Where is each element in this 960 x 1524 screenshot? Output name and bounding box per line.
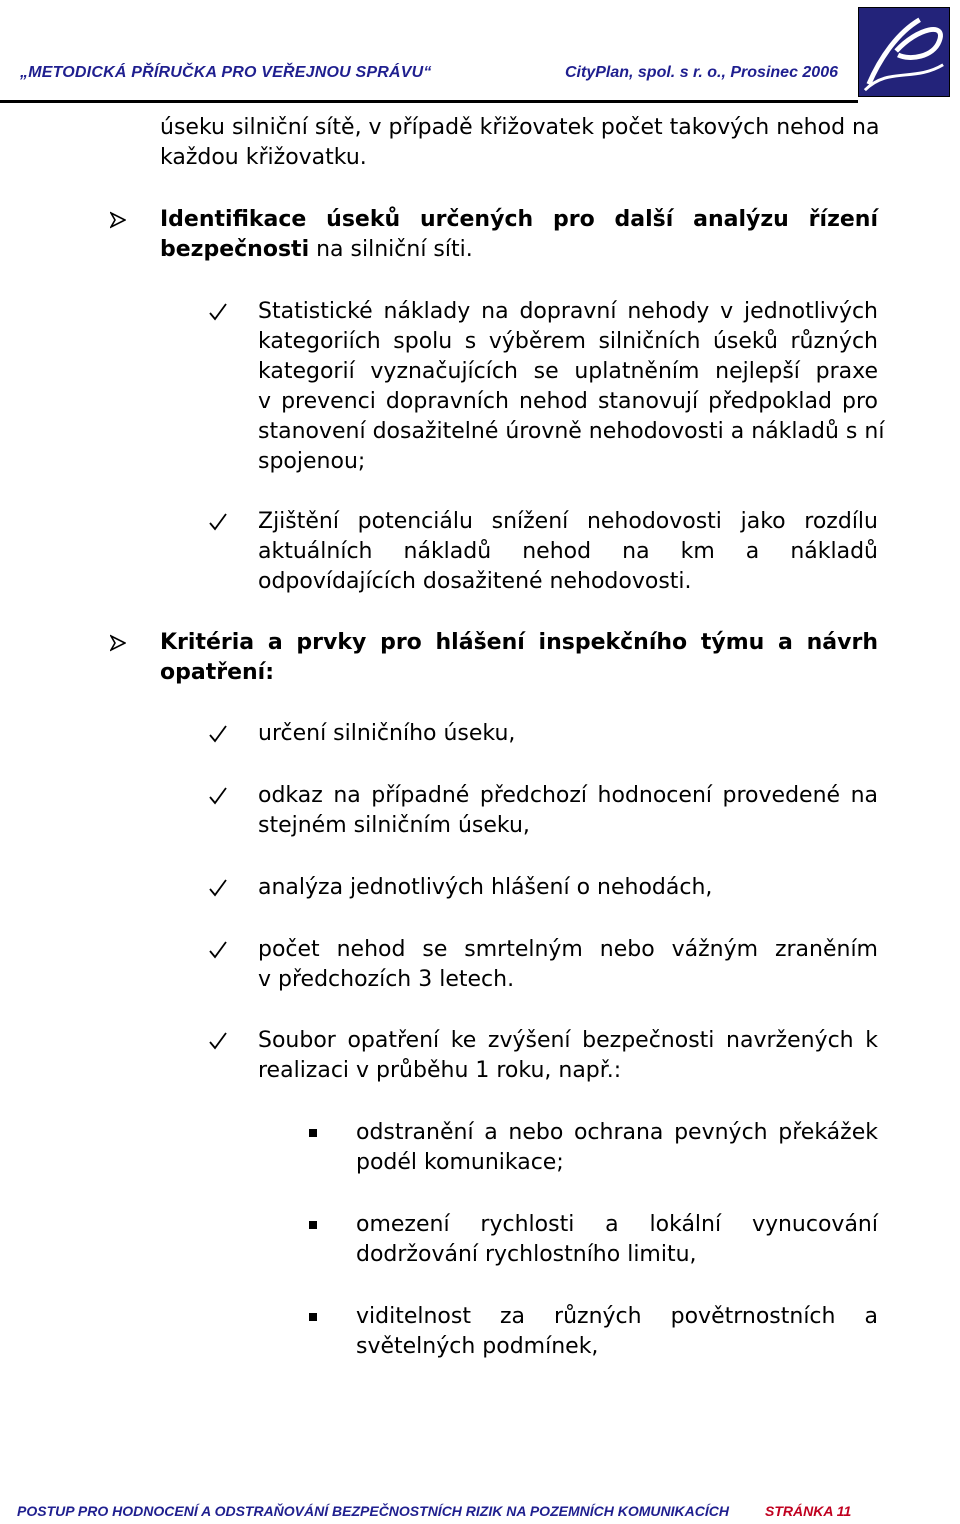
list-item — [258, 507, 878, 567]
text-line: stanovení dosažitelné úrovně nehodovosti a nákladů s ní — [258, 419, 885, 444]
text-line: v prevenci dopravních nehod stanovují předpoklad pro — [258, 389, 878, 414]
list-item — [258, 1026, 878, 1056]
checkmark-icon — [208, 1026, 228, 1064]
text-line: každou křižovatku. — [160, 145, 367, 170]
square-bullet-icon — [309, 1129, 317, 1137]
text-line: podél komunikace; — [356, 1150, 564, 1175]
text: na silniční síti. — [309, 237, 473, 262]
text-line: počet nehod se smrtelným nebo vážným zraněním — [258, 937, 878, 962]
text-line: Identifikace úseků určených pro další analýzu řízení — [160, 207, 878, 232]
text-line: opatření: — [160, 660, 274, 685]
text-line: kategorií vyznačujících se uplatněním nejlepší praxe — [258, 359, 878, 384]
bullet-heading — [160, 205, 878, 235]
square-bullet-icon — [309, 1313, 317, 1321]
checkmark-icon — [208, 781, 228, 819]
footer-document-title: POSTUP PRO HODNOCENÍ A ODSTRAŇOVÁNÍ BEZPEČNOSTNÍCH RIZIK NA POZEMNÍCH KOMUNIKACÍCH — [17, 1503, 729, 1519]
header-divider — [0, 100, 858, 103]
sub-list-item — [356, 1118, 878, 1148]
list-item: určení silničního úseku, — [258, 721, 516, 746]
cityplan-logo-icon — [858, 7, 950, 97]
header-company-date: CityPlan, spol. s r. o., Prosinec 2006 — [565, 64, 838, 81]
checkmark-icon — [208, 507, 228, 545]
arrowhead-icon — [110, 205, 126, 243]
text-line: Statistické náklady na dopravní nehody v jednotlivých — [258, 299, 878, 324]
text-line: Kritéria a prvky pro hlášení inspekčního týmu a návrh — [160, 630, 878, 655]
text-line: úseku silniční sítě, v případě křižovatek počet takových nehod na — [160, 115, 880, 140]
bullet-heading-line2 — [160, 235, 473, 265]
checkmark-icon — [208, 297, 228, 335]
sub-list-item — [356, 1210, 878, 1240]
list-item: analýza jednotlivých hlášení o nehodách, — [258, 875, 713, 900]
text-line: stejném silničním úseku, — [258, 813, 530, 838]
sub-list-item — [356, 1302, 878, 1332]
list-item — [258, 781, 878, 811]
text-line: odstranění a nebo ochrana pevných překážek — [356, 1120, 878, 1145]
text-line: spojenou; — [258, 449, 366, 474]
text-line: aktuálních nákladů nehod na km a nákladů — [258, 539, 878, 564]
checkmark-icon — [208, 719, 228, 757]
list-item — [258, 297, 885, 447]
text-line: v předchozích 3 letech. — [258, 967, 515, 992]
text-line: Soubor opatření ke zvýšení bezpečnosti navržených k — [258, 1028, 878, 1053]
bold-text: bezpečnosti — [160, 237, 310, 262]
text-line: realizaci v průběhu 1 roku, např.: — [258, 1058, 622, 1083]
continuation-paragraph — [160, 113, 878, 143]
text-line: kategoriích spolu s výběrem silničních úseků různých — [258, 329, 878, 354]
square-bullet-icon — [309, 1221, 317, 1229]
bullet-heading — [160, 628, 878, 658]
checkmark-icon — [208, 873, 228, 911]
footer-page-number: STRÁNKA 11 — [765, 1503, 852, 1519]
text-line: Zjištění potenciálu snížení nehodovosti jako rozdílu — [258, 509, 878, 534]
list-item — [258, 935, 878, 965]
arrowhead-icon — [110, 628, 126, 666]
text-line: omezení rychlosti a lokální vynucování — [356, 1212, 878, 1237]
checkmark-icon — [208, 935, 228, 973]
text-line: viditelnost za různých povětrnostních a — [356, 1304, 878, 1329]
header-title: „METODICKÁ PŘÍRUČKA PRO VEŘEJNOU SPRÁVU“ — [20, 64, 432, 81]
text-line: dodržování rychlostního limitu, — [356, 1242, 697, 1267]
text-line: světelných podmínek, — [356, 1334, 599, 1359]
text-line: odpovídajících dosažitené nehodovosti. — [258, 569, 692, 594]
text-line: odkaz na případné předchozí hodnocení provedené na — [258, 783, 878, 808]
